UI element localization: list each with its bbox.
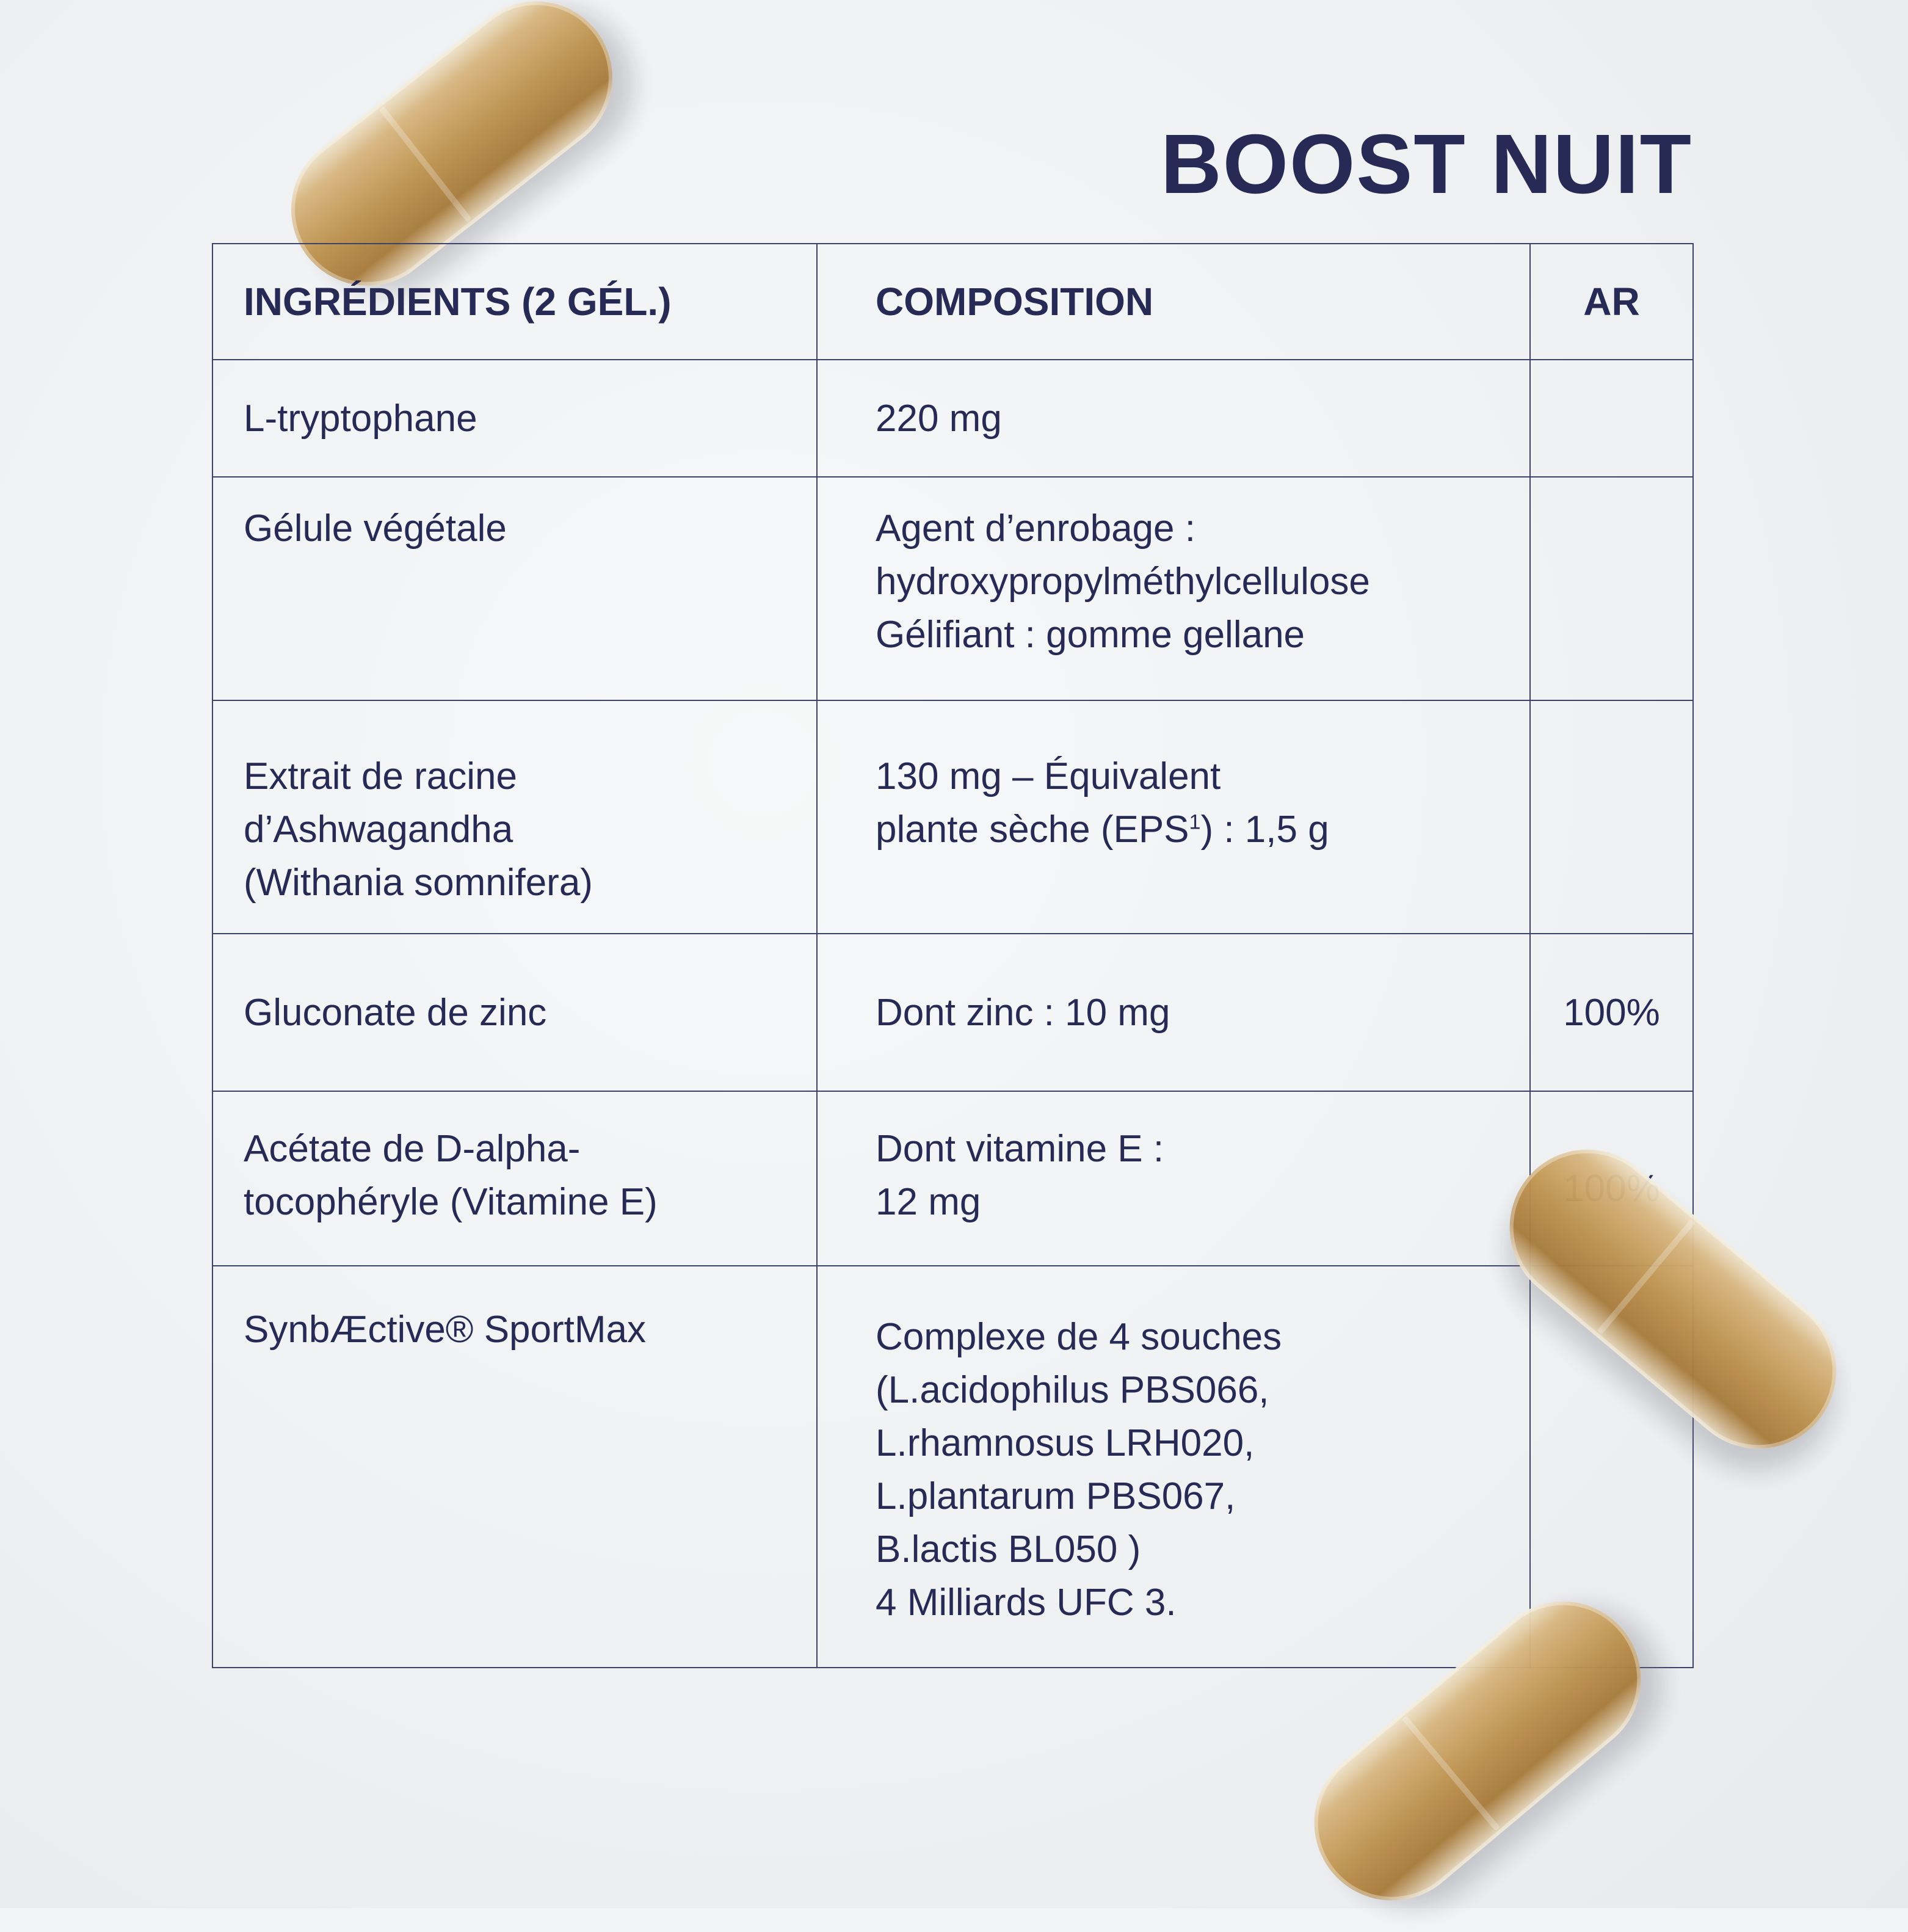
- ingredient-cell: Extrait de racine d’Ashwagandha (Withania somnifera): [212, 700, 817, 934]
- ingredient-cell: L-tryptophane: [212, 360, 817, 477]
- composition-cell: Complexe de 4 souches (L.acidophilus PBS066, L.rhamnosus LRH020, L.plantarum PBS067, B.lactis BL050 ) 4 Milliards UFC 3.: [817, 1266, 1530, 1668]
- header-ar: AR: [1530, 244, 1693, 360]
- table-row: [212, 360, 1693, 477]
- composition-cell: Dont vitamine E : 12 mg: [817, 1091, 1530, 1266]
- page-title: BOOST NUIT: [1161, 117, 1692, 211]
- composition-text: 130 mg – Équivalent plante sèche (EPS: [876, 755, 1221, 851]
- header-ingredients: INGRÉDIENTS (2 GÉL.): [212, 244, 817, 360]
- ar-cell: [1530, 360, 1693, 477]
- composition-cell: [817, 700, 1530, 934]
- ar-cell: 100%: [1530, 934, 1693, 1091]
- ar-cell: [1530, 700, 1693, 934]
- composition-cell: 220 mg: [817, 360, 1530, 477]
- table-header-row: [212, 244, 1693, 360]
- header-composition: COMPOSITION: [817, 244, 1530, 360]
- ingredient-cell: Gluconate de zinc: [212, 934, 817, 1091]
- composition-cell: Agent d’enrobage : hydroxypropylméthylcellulose Gélifiant : gomme gellane: [817, 477, 1530, 700]
- ingredient-cell: Gélule végétale: [212, 477, 817, 700]
- composition-cell: Dont zinc : 10 mg: [817, 934, 1530, 1091]
- ingredient-cell: Acétate de D-alpha- tocophéryle (Vitamine E): [212, 1091, 817, 1266]
- table-row: [212, 1091, 1693, 1266]
- table-row: [212, 934, 1693, 1091]
- ar-cell: [1530, 477, 1693, 700]
- table-row: [212, 477, 1693, 700]
- ingredient-cell: SynbÆctive® SportMax: [212, 1266, 817, 1668]
- ingredients-table: [212, 243, 1694, 1668]
- composition-text-end: ) : 1,5 g: [1200, 808, 1329, 851]
- footnote-mark: 1: [1189, 810, 1201, 834]
- table-row: [212, 1266, 1693, 1668]
- table-row: [212, 700, 1693, 934]
